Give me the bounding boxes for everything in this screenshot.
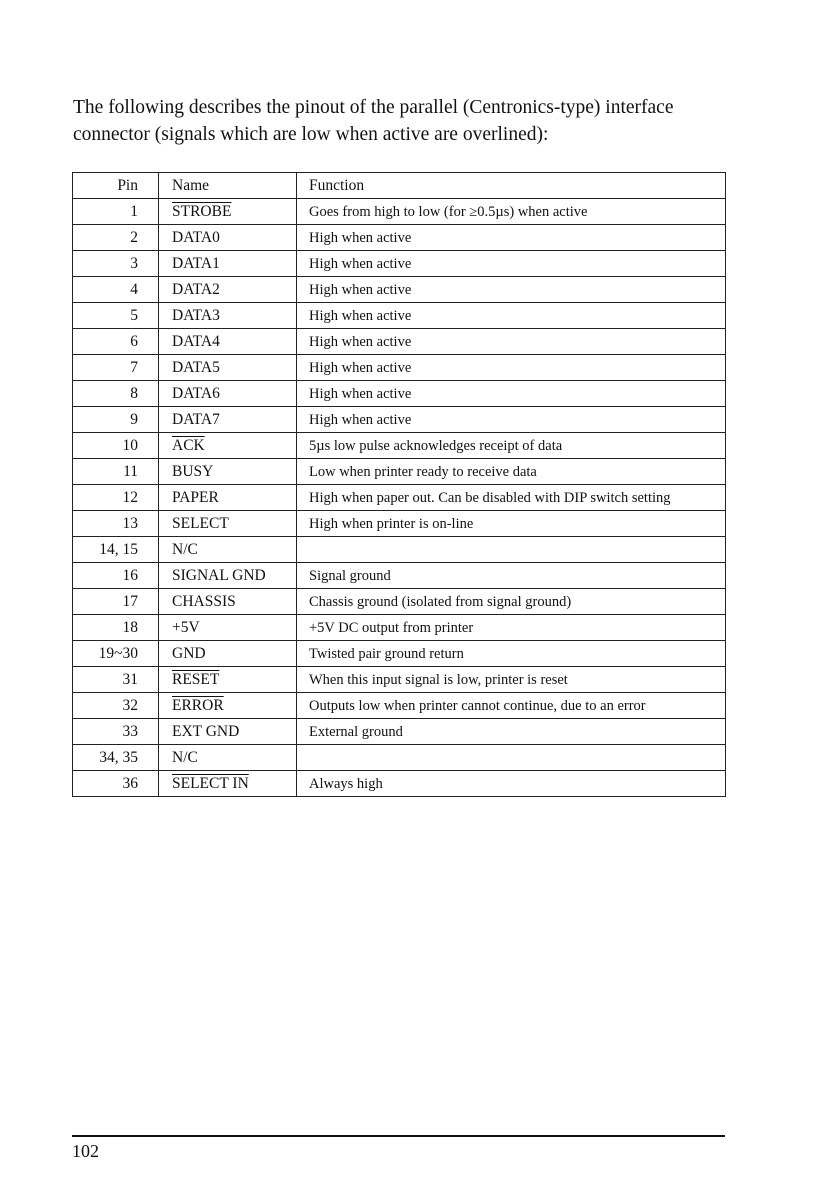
pin-cell: 10 <box>73 433 159 459</box>
function-cell <box>297 277 726 303</box>
signal-name: DATA0 <box>172 229 220 246</box>
pinout-table-body <box>73 199 726 797</box>
table-row <box>73 303 726 329</box>
table-row <box>73 693 726 719</box>
table-row <box>73 329 726 355</box>
header-pin: Pin <box>73 173 159 199</box>
function-text: 5µs low pulse acknowledges receipt of data <box>309 438 563 454</box>
function-text: High when printer is on-line <box>309 516 474 532</box>
function-cell <box>297 199 726 225</box>
table-row <box>73 667 726 693</box>
table-row <box>73 511 726 537</box>
table-row <box>73 537 726 563</box>
function-cell <box>297 251 726 277</box>
pin-cell: 19~30 <box>73 641 159 667</box>
pin-cell: 11 <box>73 459 159 485</box>
signal-name-cell <box>159 771 297 797</box>
function-cell <box>297 589 726 615</box>
function-cell <box>297 433 726 459</box>
function-text: Always high <box>309 776 383 792</box>
function-text: High when active <box>309 308 412 324</box>
function-cell <box>297 641 726 667</box>
intro-paragraph: The following describes the pinout of the parallel (Centronics-type) interface connector (signals which are low when active are overlined): <box>73 97 674 145</box>
function-cell <box>297 563 726 589</box>
table-row <box>73 485 726 511</box>
function-cell <box>297 381 726 407</box>
page-number: 102 <box>72 1141 99 1161</box>
table-row <box>73 277 726 303</box>
pin-cell: 14, 15 <box>73 537 159 563</box>
signal-name-cell <box>159 225 297 251</box>
signal-name-cell <box>159 511 297 537</box>
function-cell <box>297 667 726 693</box>
pinout-table <box>72 172 726 797</box>
signal-name-cell <box>159 693 297 719</box>
signal-name-cell <box>159 537 297 563</box>
function-text: Goes from high to low (for ≥0.5µs) when active <box>309 204 588 220</box>
pin-cell: 6 <box>73 329 159 355</box>
function-text: Signal ground <box>309 568 391 584</box>
table-row <box>73 719 726 745</box>
function-text: High when active <box>309 334 412 350</box>
signal-name-cell <box>159 667 297 693</box>
function-cell <box>297 745 726 771</box>
table-row <box>73 459 726 485</box>
signal-name: SELECT IN <box>172 775 249 792</box>
function-text: High when active <box>309 256 412 272</box>
function-cell <box>297 407 726 433</box>
function-cell <box>297 225 726 251</box>
table-row <box>73 381 726 407</box>
function-text: Low when printer ready to receive data <box>309 464 537 480</box>
pin-cell: 3 <box>73 251 159 277</box>
pin-cell: 18 <box>73 615 159 641</box>
signal-name-cell <box>159 485 297 511</box>
function-text: Chassis ground (isolated from signal ground) <box>309 594 572 610</box>
signal-name: PAPER <box>172 489 219 506</box>
pin-cell: 33 <box>73 719 159 745</box>
signal-name-cell <box>159 745 297 771</box>
table-row <box>73 225 726 251</box>
signal-name-cell <box>159 719 297 745</box>
signal-name: DATA2 <box>172 281 220 298</box>
signal-name-cell <box>159 615 297 641</box>
table-row <box>73 589 726 615</box>
function-cell <box>297 303 726 329</box>
signal-name: EXT GND <box>172 723 240 740</box>
function-cell <box>297 355 726 381</box>
signal-name: CHASSIS <box>172 593 236 610</box>
function-cell <box>297 537 726 563</box>
signal-name: DATA1 <box>172 255 220 272</box>
signal-name: STROBE <box>172 203 232 220</box>
table-row <box>73 641 726 667</box>
pin-cell: 8 <box>73 381 159 407</box>
signal-name: SIGNAL GND <box>172 567 266 584</box>
signal-name: SELECT <box>172 515 229 532</box>
signal-name: DATA4 <box>172 333 220 350</box>
function-cell <box>297 719 726 745</box>
pin-cell: 17 <box>73 589 159 615</box>
pin-cell: 4 <box>73 277 159 303</box>
signal-name-cell <box>159 381 297 407</box>
signal-name-cell <box>159 433 297 459</box>
header-name: Name <box>159 173 297 199</box>
table-row <box>73 355 726 381</box>
pin-cell: 32 <box>73 693 159 719</box>
table-header-row <box>73 173 726 199</box>
table-row <box>73 407 726 433</box>
signal-name-cell <box>159 303 297 329</box>
signal-name-cell <box>159 277 297 303</box>
signal-name: DATA5 <box>172 359 220 376</box>
footer-rule <box>72 1135 725 1137</box>
signal-name-cell <box>159 329 297 355</box>
function-text: When this input signal is low, printer is reset <box>309 672 568 688</box>
function-text: External ground <box>309 724 403 740</box>
pin-cell: 7 <box>73 355 159 381</box>
table-row <box>73 199 726 225</box>
function-text: High when active <box>309 360 412 376</box>
function-text: Twisted pair ground return <box>309 646 464 662</box>
function-text: High when active <box>309 412 412 428</box>
header-function: Function <box>297 173 726 199</box>
signal-name-cell <box>159 641 297 667</box>
signal-name: N/C <box>172 541 198 558</box>
table-row <box>73 563 726 589</box>
signal-name: DATA3 <box>172 307 220 324</box>
signal-name: BUSY <box>172 463 214 480</box>
signal-name: GND <box>172 645 206 662</box>
pin-cell: 36 <box>73 771 159 797</box>
signal-name: $\overline{ACK}$ <box>172 437 205 454</box>
signal-name: N/C <box>172 749 198 766</box>
table-row <box>73 433 726 459</box>
function-cell <box>297 485 726 511</box>
signal-name-cell <box>159 355 297 381</box>
signal-name-cell <box>159 199 297 225</box>
function-text: Outputs low when printer cannot continue, due to an error <box>309 698 646 714</box>
signal-name: RESET <box>172 671 220 688</box>
table-row <box>73 771 726 797</box>
table-row <box>73 745 726 771</box>
pin-cell: 5 <box>73 303 159 329</box>
signal-name-cell <box>159 459 297 485</box>
function-cell <box>297 459 726 485</box>
function-cell <box>297 329 726 355</box>
function-text: High when active <box>309 230 412 246</box>
function-text: High when active <box>309 386 412 402</box>
pin-cell: 31 <box>73 667 159 693</box>
function-text: High when active <box>309 282 412 298</box>
signal-name: DATA6 <box>172 385 220 402</box>
function-cell <box>297 693 726 719</box>
function-cell <box>297 511 726 537</box>
pin-cell: 9 <box>73 407 159 433</box>
signal-name: ERROR <box>172 697 224 714</box>
signal-name-cell <box>159 251 297 277</box>
pin-cell: 1 <box>73 199 159 225</box>
pin-cell: 13 <box>73 511 159 537</box>
table-row <box>73 251 726 277</box>
function-text: High when paper out. Can be disabled with DIP switch setting <box>309 490 671 506</box>
function-cell <box>297 771 726 797</box>
function-text: +5V DC output from printer <box>309 620 474 636</box>
pin-cell: 34, 35 <box>73 745 159 771</box>
table-row <box>73 615 726 641</box>
function-cell <box>297 615 726 641</box>
signal-name-cell <box>159 589 297 615</box>
signal-name-cell <box>159 563 297 589</box>
signal-name-cell <box>159 407 297 433</box>
pin-cell: 16 <box>73 563 159 589</box>
pin-cell: 12 <box>73 485 159 511</box>
signal-name: +5V <box>172 619 200 636</box>
pin-cell: 2 <box>73 225 159 251</box>
signal-name: DATA7 <box>172 411 220 428</box>
